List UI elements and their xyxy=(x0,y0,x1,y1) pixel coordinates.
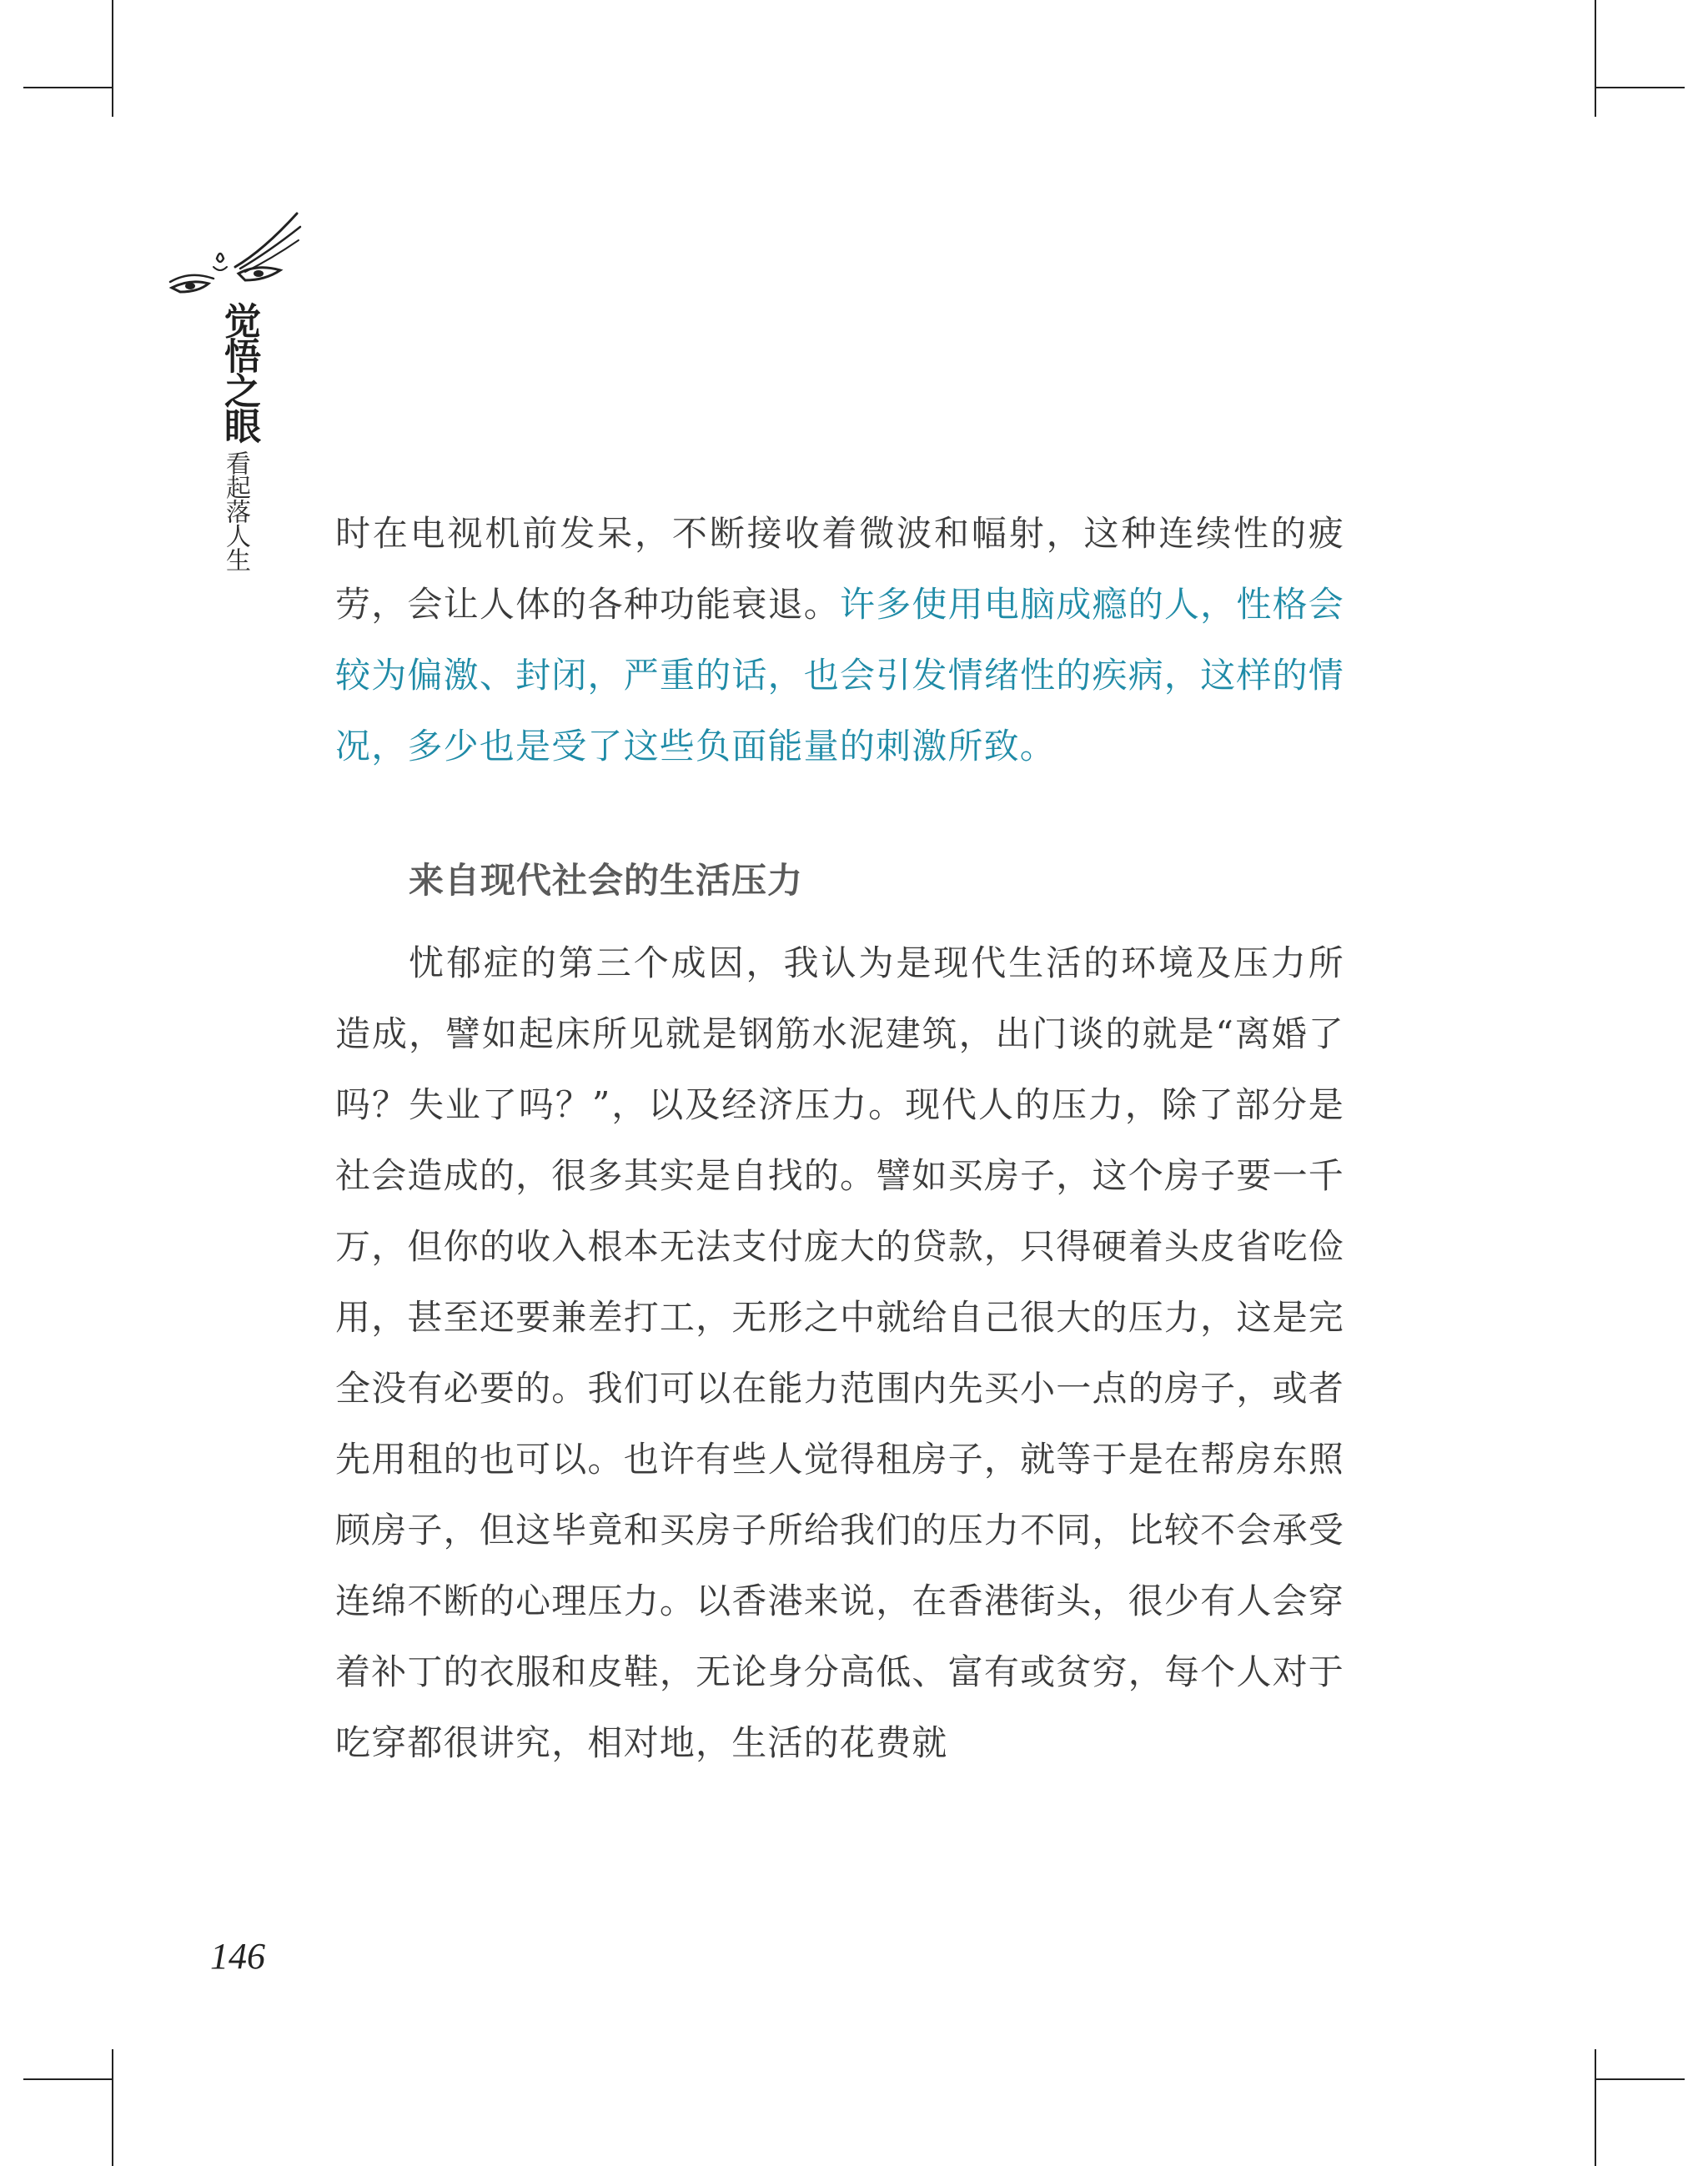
paragraph-continued xyxy=(335,498,1344,781)
paragraph-main xyxy=(335,927,1344,1778)
highlighted-text: 许多使用电脑成瘾的人，性格会较为偏激、封闭，严重的话，也会引发情绪性的疾病，这样的情况，多少也是受了这些负面能量的刺激所致。 xyxy=(335,584,1344,766)
crop-mark-bottom-right-horizontal xyxy=(1595,2078,1685,2080)
section-heading: 来自现代社会的生活压力 xyxy=(409,860,804,901)
crop-mark-bottom-right-vertical xyxy=(1595,2049,1596,2166)
crop-mark-top-left-horizontal xyxy=(23,87,113,88)
paragraph-text: 忧郁症的第三个成因，我认为是现代生活的环境及压力所造成，譬如起床所见就是钢筋水泥建筑，出门谈的就是“离婚了吗？失业了吗？”，以及经济压力。现代人的压力，除了部分是社会造成的，很多其实是自找的。譬如买房子，这个房子要一千万，但你的收入根本无法支付庞大的贷款，只得硬着头皮省吃俭用，甚至还要兼差打工，无形之中就给自己很大的压力，这是完全没有必要的。我们可以在能力范围内先买小一点的房子，或者先用租的也可以。也许有些人觉得租房子，就等于是在帮房东照顾房子，但这毕竟和买房子所给我们的压力不同，比较不会承受连绵不断的心理压力。以香港来说，在香港街头，很少有人会穿着补丁的衣服和皮鞋，无论身分高低、富有或贫穷，每个人对于吃穿都很讲究，相对地，生活的花费就 xyxy=(335,942,1344,1763)
crop-mark-bottom-left-vertical xyxy=(112,2049,113,2166)
book-title: 觉悟之眼 xyxy=(218,302,260,442)
crop-mark-top-right-vertical xyxy=(1595,0,1596,117)
buddha-eyes-icon xyxy=(165,209,303,300)
crop-mark-bottom-left-horizontal xyxy=(23,2078,113,2080)
crop-mark-top-left-vertical xyxy=(112,0,113,117)
paragraph-plain-text: 时在电视机前发呆，不断接收着微波和幅射，这种连续性的疲劳，会让人体的各种功能衰退。 xyxy=(335,513,1344,625)
crop-mark-top-right-horizontal xyxy=(1595,87,1685,88)
page-number: 146 xyxy=(210,1936,265,1977)
book-subtitle: 看起落人生 xyxy=(221,450,250,571)
